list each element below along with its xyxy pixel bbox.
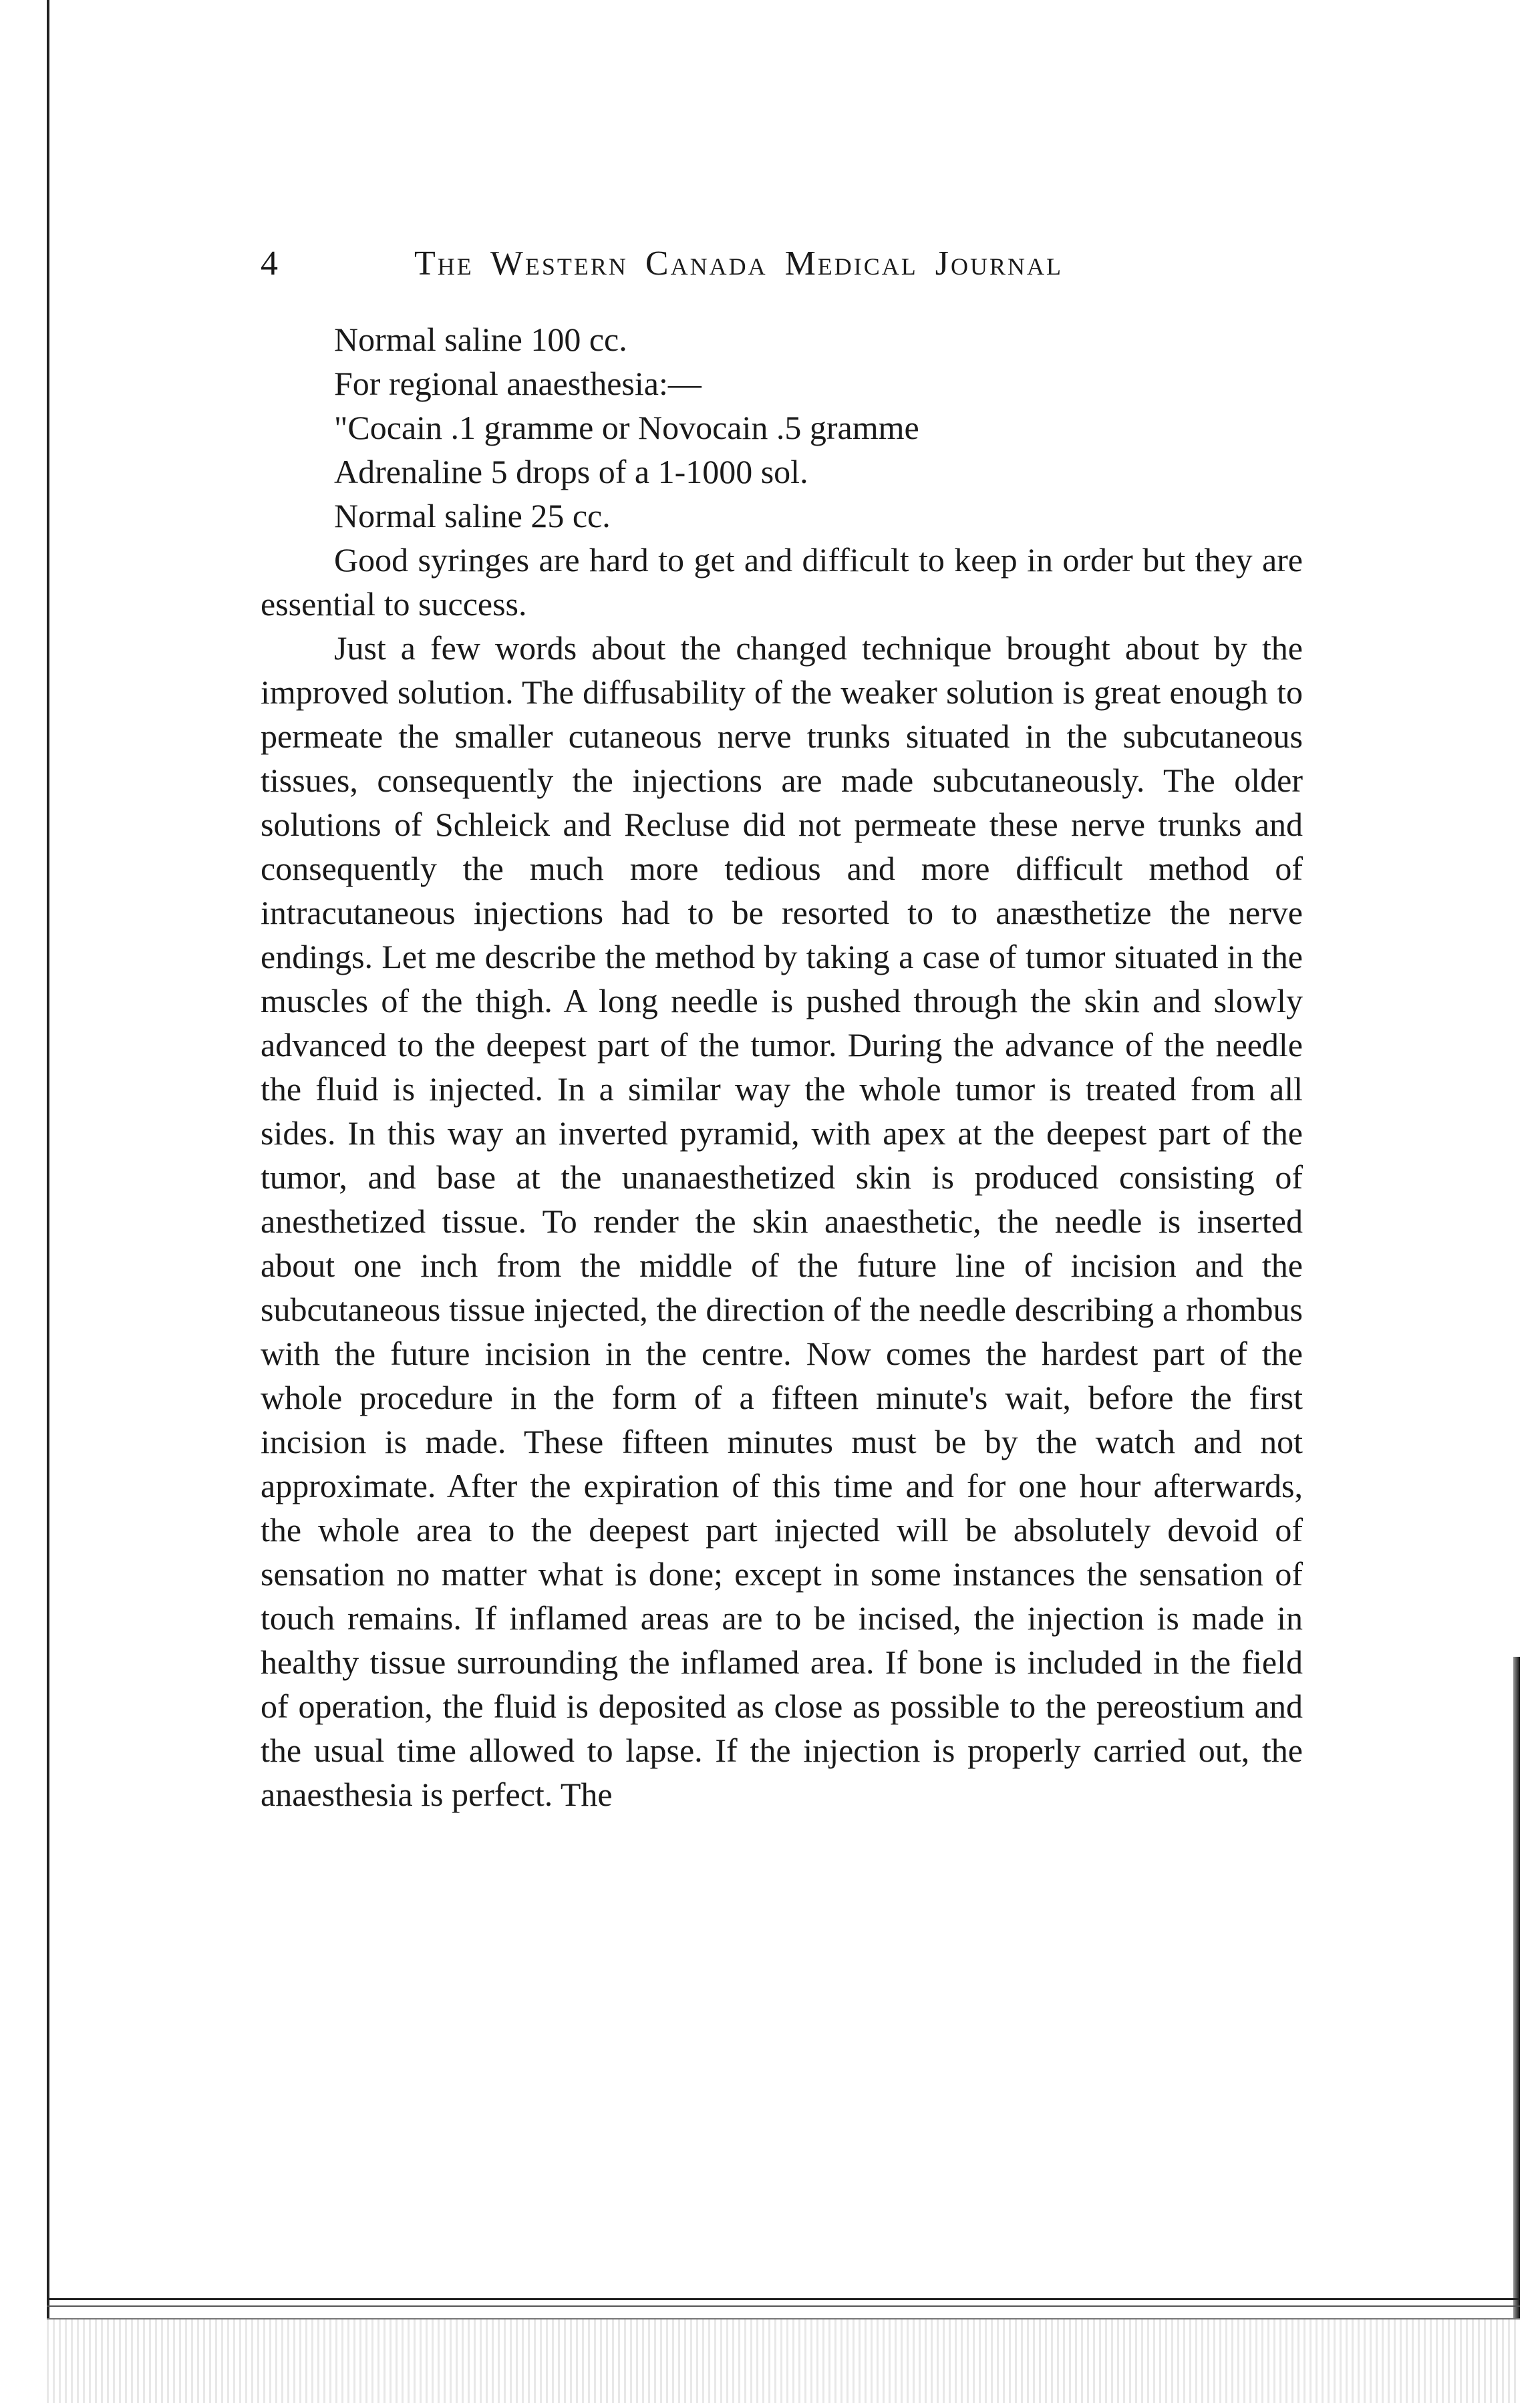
paragraph: Just a few words about the changed technique brought about by the improved solution. The diffusability of the weaker solution is great enough to permeate the smaller cutaneous nerve trunks situated in the subcutaneous tissues, consequently the injections are made subcutaneously. The older solutions of Schleick and Recluse did not permeate these nerve trunks and consequently the much more tedious and more difficult method of intracutaneous injections had to be resorted to to anæsthetize the nerve endings. Let me describe the method by taking a case of tumor situated in the muscles of the thigh. A long needle is pushed through the skin and slowly advanced to the deepest part of the tumor. During the advance of the needle the fluid is injected. In a similar way the whole tumor is treated from all sides. In this way an inverted pyramid, with apex at the deepest part of the tumor, and base at the unanaesthetized skin is produced consisting of anesthetized tissue. To render the skin anaesthetic, the needle is inserted about one inch from the middle of the future line of incision and the subcutaneous tissue injected, the direction of the needle describing a rhombus with the future incision in the centre. Now comes the hardest part of the whole procedure in the form of a fifteen minute's wait, before the first incision is made. These fifteen minutes must be by the watch and not approximate. After the expiration of this time and for one hour afterwards, the whole area to the deepest part injected will be absolutely devoid of sensation no matter what is done; except in some instances the sensation of touch remains. If inflamed areas are to be incised, the injection is made in healthy tissue surrounding the inflamed area. If bone is included in the field of operation, the fluid is deposited as close as possible to the pereostium and the usual time allowed to lapse. If the injection is properly carried out, the anaesthesia is perfect. The [261,629,1303,1813]
scan-bottom-band [47,2318,1520,2403]
paragraph: Good syringes are hard to get and difficult to keep in order but they are essential to success. [261,541,1303,623]
recipe-line: Normal saline 100 cc. [334,321,627,358]
page-number: 4 [261,245,279,283]
recipe-line: For regional anaesthesia:— [334,365,702,402]
body-text [261,317,1303,1816]
running-head: The Western Canada Medical Journal [414,245,1064,283]
page-header [261,244,1303,291]
bottom-rule [47,2298,1520,2307]
recipe-line: Normal saline 25 cc. [334,497,611,534]
recipe-line: "Cocain .1 gramme or Novocain .5 gramme [334,409,919,446]
scan-left-edge [47,0,49,2402]
recipe-line: Adrenaline 5 drops of a 1-1000 sol. [334,453,808,490]
scan-right-edge [1513,1657,1520,2325]
